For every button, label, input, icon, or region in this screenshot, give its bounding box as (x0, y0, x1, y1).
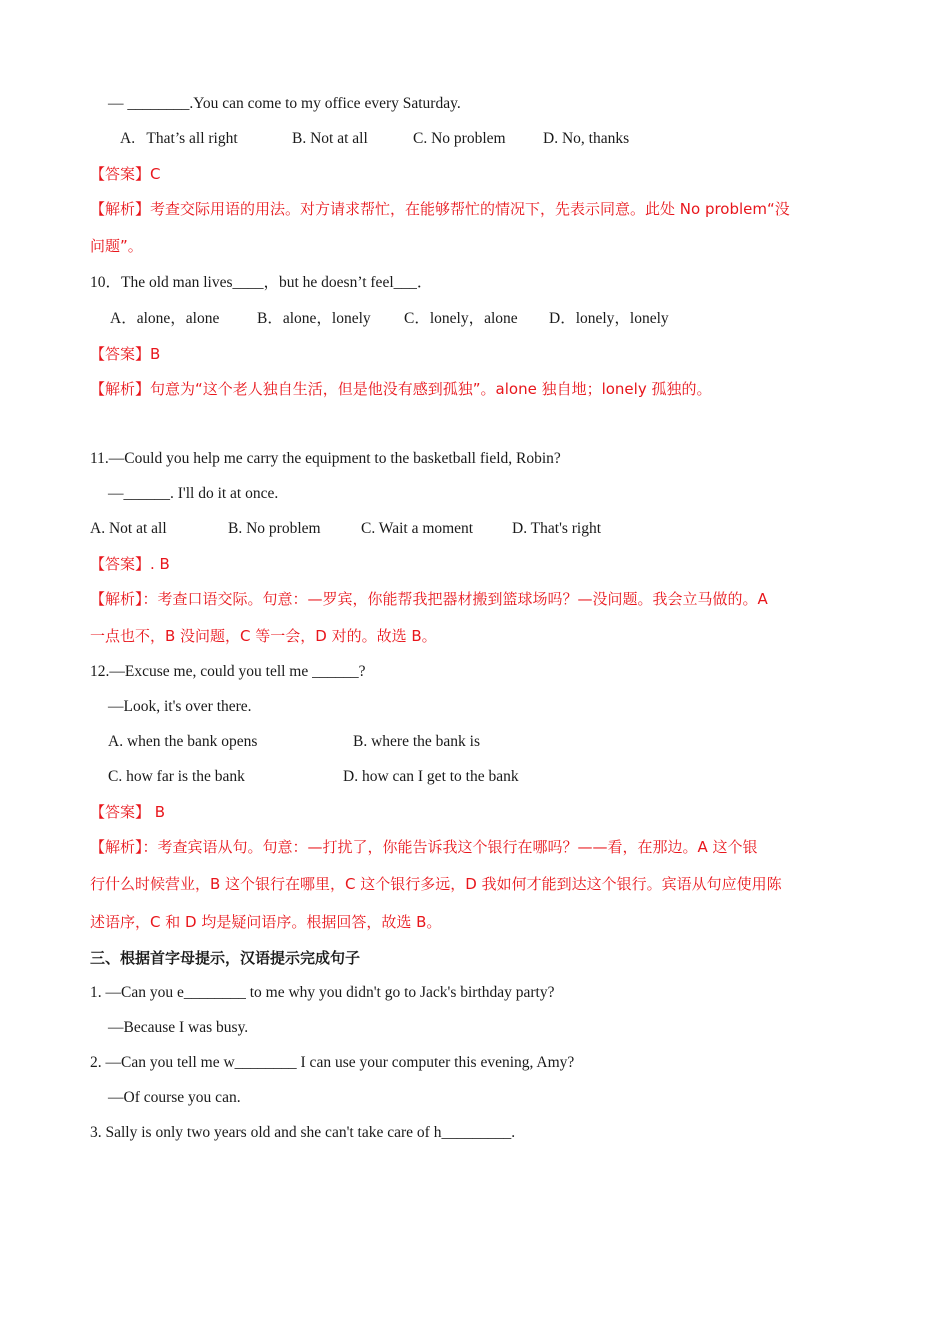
q11-reply: —______. I'll do it at once. (108, 485, 279, 502)
q12-option-a: A. when the bank opens (108, 733, 258, 750)
q10-option-d: D．lonely，lonely (549, 310, 669, 327)
q11-option-d: D. That's right (512, 520, 602, 537)
q11-stem: 11.—Could you help me carry the equipment to the basketball field, Robin? (90, 450, 561, 467)
q12-reply: —Look, it's over there. (108, 698, 252, 715)
q12-answer: 【答案】 B (90, 803, 166, 821)
q11-analysis-line-2: 一点也不，B 没问题，C 等一会，D 对的。故选 B。 (90, 627, 437, 645)
q11-option-a: A. Not at all (90, 520, 167, 537)
q9-option-d: D. No, thanks (543, 130, 630, 147)
q9-reply: — ________.You can come to my office every Saturday. (108, 95, 461, 112)
q9-analysis-line-1: 【解析】考查交际用语的用法。对方请求帮忙，在能够帮忙的情况下，先表示同意。此处 No problem“没 (90, 200, 790, 218)
q12-analysis-line-2: 行什么时候营业，B 这个银行在哪里，C 这个银行多远，D 我如何才能到达这个银行。宾语从句应使用陈 (90, 875, 782, 893)
q11-analysis-line-1: 【解析】：考查口语交际。句意：—罗宾，你能帮我把器材搬到篮球场吗？—没问题。我会立马做的。A (90, 590, 768, 608)
section3-item-3: 3. Sally is only two years old and she can't take care of h_________. (90, 1124, 516, 1141)
q9-option-b: B. Not at all (292, 130, 368, 147)
q10-stem: 10．The old man lives____，but he doesn’t feel___． (90, 274, 433, 291)
section3-item-2-reply: —Of course you can. (108, 1089, 241, 1106)
section3-item-1: 1. —Can you e________ to me why you didn't go to Jack's birthday party? (90, 984, 555, 1001)
q9-option-c: C. No problem (413, 130, 506, 147)
q11-answer: 【答案】. B (90, 555, 170, 573)
q10-option-b: B．alone，lonely (257, 310, 371, 327)
q10-option-c: C．lonely，alone (404, 310, 518, 327)
q12-stem: 12.—Excuse me, could you tell me ______? (90, 663, 366, 680)
q12-option-d: D. how can I get to the bank (343, 768, 519, 785)
q11-option-c: C. Wait a moment (361, 520, 474, 537)
q12-analysis-line-1: 【解析】：考查宾语从句。句意：—打扰了，你能告诉我这个银行在哪吗？——看，在那边。A 这个银 (90, 838, 758, 856)
section3-item-1-reply: —Because I was busy. (108, 1019, 249, 1036)
section3-title: 三、根据首字母提示，汉语提示完成句子 (90, 949, 361, 967)
q9-option-a: A. That’s all right (120, 130, 238, 147)
q12-option-c: C. how far is the bank (108, 768, 245, 785)
q10-analysis-line-1: 【解析】句意为“这个老人独自生活，但是他没有感到孤独”。alone 独自地；lonely 孤独的。 (90, 380, 712, 398)
q9-analysis-line-2: 问题”。 (90, 237, 143, 255)
q11-option-b: B. No problem (228, 520, 321, 537)
q12-analysis-line-3: 述语序，C 和 D 均是疑问语序。根据回答，故选 B。 (90, 913, 442, 931)
q10-option-a: A．alone，alone (110, 310, 220, 327)
q9-answer: 【答案】C (90, 165, 161, 183)
section3-item-2: 2. —Can you tell me w________ I can use your computer this evening, Amy? (90, 1054, 575, 1071)
q12-option-b: B. where the bank is (353, 733, 480, 750)
q10-answer: 【答案】B (90, 345, 161, 363)
